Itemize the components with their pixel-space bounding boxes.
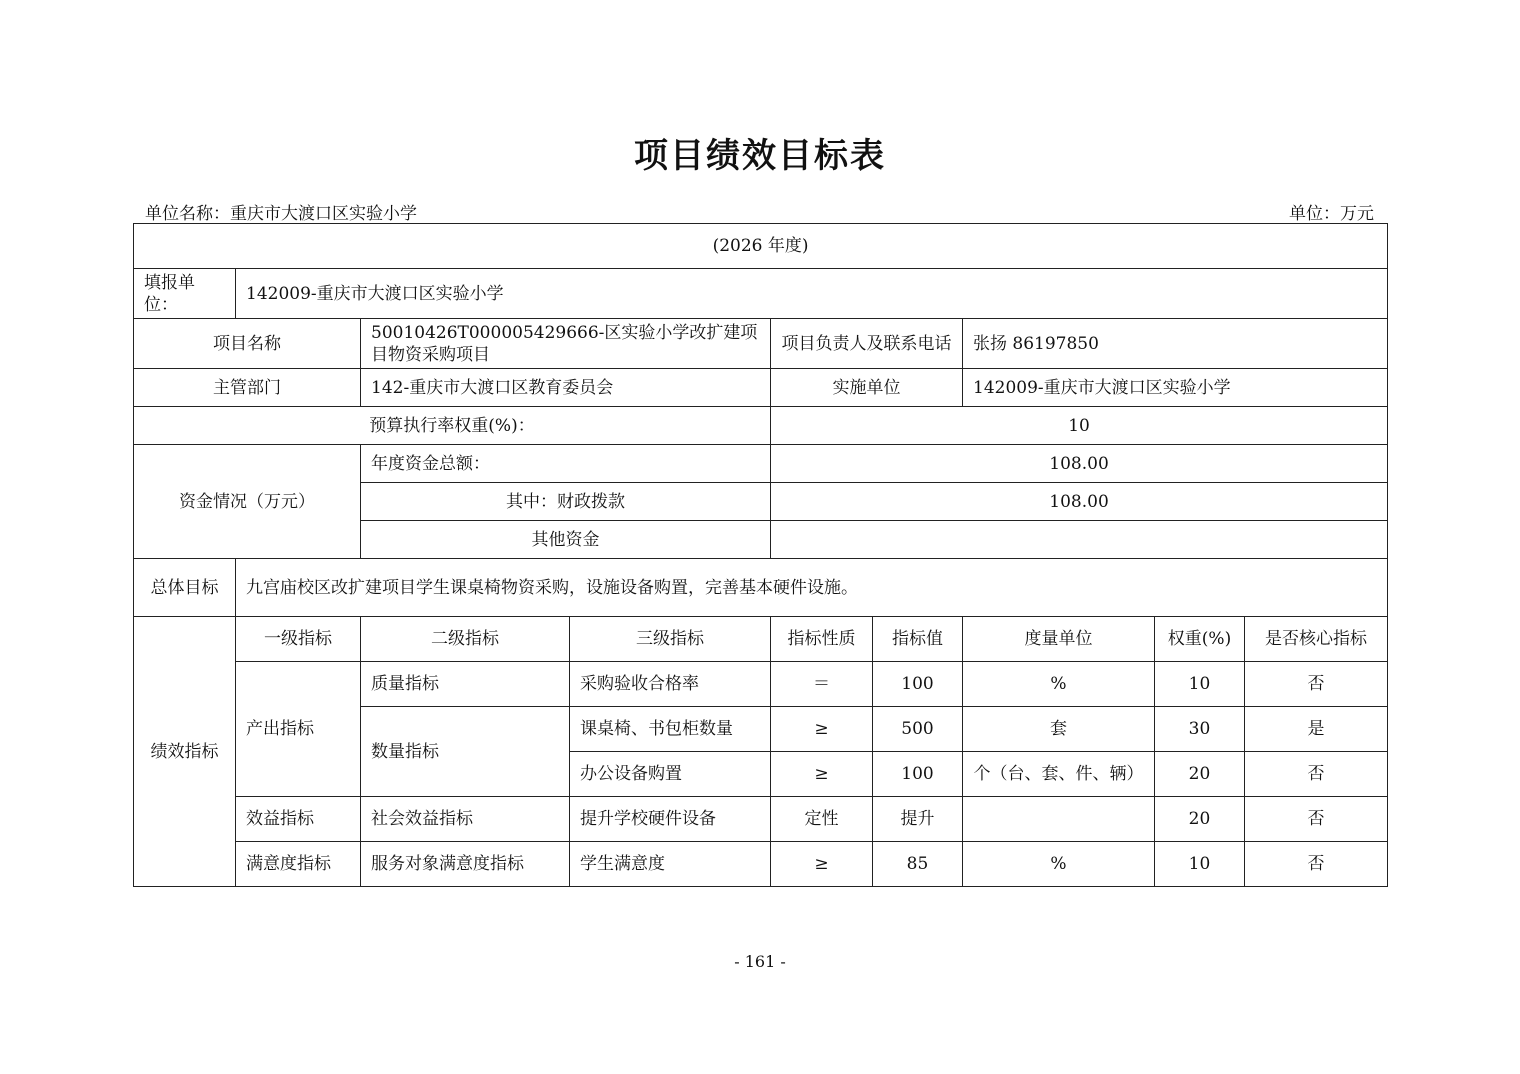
level1-satisfaction: 满意度指标 <box>236 842 361 887</box>
impl-unit-value: 142009-重庆市大渡口区实验小学 <box>963 369 1388 407</box>
nature-cell: ＝ <box>771 662 873 707</box>
performance-table <box>133 223 1388 887</box>
page-title: 项目绩效目标表 <box>634 136 886 176</box>
nature-cell: ≥ <box>771 752 873 797</box>
page-number: - 161 - <box>734 952 786 971</box>
level1-benefit: 效益指标 <box>236 797 361 842</box>
unit-cell: 个（台、套、件、辆） <box>963 752 1155 797</box>
value-cell: 85 <box>873 842 963 887</box>
level2-cell: 服务对象满意度指标 <box>361 842 570 887</box>
indicators-section-label: 绩效指标 <box>134 617 236 887</box>
budget-weight-value: 10 <box>771 407 1388 445</box>
year-cell: (2026 年度) <box>134 224 1388 269</box>
level3-cell: 学生满意度 <box>570 842 771 887</box>
core-cell: 否 <box>1245 752 1388 797</box>
weight-cell: 10 <box>1155 662 1245 707</box>
value-cell: 提升 <box>873 797 963 842</box>
header-value: 指标值 <box>873 617 963 662</box>
header-level1: 一级指标 <box>236 617 361 662</box>
funds-other-value <box>771 521 1388 559</box>
unit-name: 单位名称：重庆市大渡口区实验小学 <box>145 204 417 224</box>
core-cell: 否 <box>1245 842 1388 887</box>
nature-cell: ≥ <box>771 842 873 887</box>
core-cell: 否 <box>1245 797 1388 842</box>
unit-cell <box>963 797 1155 842</box>
project-name-label: 项目名称 <box>134 319 361 369</box>
budget-weight-label: 预算执行率权重(%)： <box>134 407 771 445</box>
report-unit-value: 142009-重庆市大渡口区实验小学 <box>236 269 1388 319</box>
unit-measure: 单位：万元 <box>1289 204 1374 224</box>
level2-cell: 数量指标 <box>361 707 570 797</box>
unit-cell: 套 <box>963 707 1155 752</box>
unit-cell: % <box>963 842 1155 887</box>
header-weight: 权重(%) <box>1155 617 1245 662</box>
core-cell: 否 <box>1245 662 1388 707</box>
table-row <box>134 662 1388 707</box>
header-unit: 度量单位 <box>963 617 1155 662</box>
table-row <box>134 797 1388 842</box>
nature-cell: ≥ <box>771 707 873 752</box>
level2-cell: 质量指标 <box>361 662 570 707</box>
dept-label: 主管部门 <box>134 369 361 407</box>
core-cell: 是 <box>1245 707 1388 752</box>
dept-value: 142-重庆市大渡口区教育委员会 <box>361 369 771 407</box>
value-cell: 100 <box>873 752 963 797</box>
funds-total-value: 108.00 <box>771 445 1388 483</box>
funds-other-label: 其他资金 <box>361 521 771 559</box>
level1-output: 产出指标 <box>236 662 361 797</box>
overall-goal-value: 九宫庙校区改扩建项目学生课桌椅物资采购，设施设备购置，完善基本硬件设施。 <box>236 559 1388 617</box>
funds-label: 资金情况（万元） <box>134 445 361 559</box>
weight-cell: 20 <box>1155 797 1245 842</box>
report-unit-label: 填报单位： <box>134 269 236 319</box>
level3-cell: 办公设备购置 <box>570 752 771 797</box>
header-nature: 指标性质 <box>771 617 873 662</box>
value-cell: 500 <box>873 707 963 752</box>
weight-cell: 20 <box>1155 752 1245 797</box>
unit-cell: % <box>963 662 1155 707</box>
funds-fiscal-label: 其中：财政拨款 <box>361 483 771 521</box>
level3-cell: 课桌椅、书包柜数量 <box>570 707 771 752</box>
funds-total-label: 年度资金总额： <box>361 445 771 483</box>
weight-cell: 30 <box>1155 707 1245 752</box>
weight-cell: 10 <box>1155 842 1245 887</box>
project-name-value: 50010426T000005429666-区实验小学改扩建项目物资采购项目 <box>361 319 771 369</box>
header-level3: 三级指标 <box>570 617 771 662</box>
funds-fiscal-value: 108.00 <box>771 483 1388 521</box>
level2-cell: 社会效益指标 <box>361 797 570 842</box>
nature-cell: 定性 <box>771 797 873 842</box>
level3-cell: 采购验收合格率 <box>570 662 771 707</box>
project-leader-value: 张扬 86197850 <box>963 319 1388 369</box>
value-cell: 100 <box>873 662 963 707</box>
project-leader-label: 项目负责人及联系电话 <box>771 319 963 369</box>
header-core: 是否核心指标 <box>1245 617 1388 662</box>
impl-unit-label: 实施单位 <box>771 369 963 407</box>
table-row <box>134 842 1388 887</box>
header-level2: 二级指标 <box>361 617 570 662</box>
overall-goal-label: 总体目标 <box>134 559 236 617</box>
level3-cell: 提升学校硬件设备 <box>570 797 771 842</box>
